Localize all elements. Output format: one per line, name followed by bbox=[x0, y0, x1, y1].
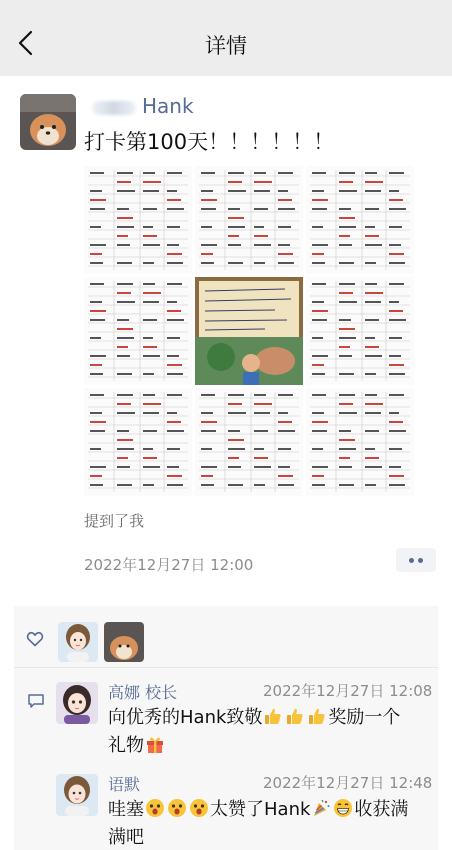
page-title: 详情 bbox=[205, 34, 247, 58]
interaction-panel bbox=[14, 606, 438, 850]
thumbs-up-icon bbox=[263, 706, 283, 726]
comment-text-part: 满吧 bbox=[108, 827, 144, 848]
post-image[interactable] bbox=[195, 166, 303, 274]
commenter-name[interactable]: 高娜 校长 bbox=[108, 683, 178, 702]
comment-text-part: 哇塞 bbox=[108, 799, 144, 820]
liker-avatar[interactable] bbox=[58, 622, 98, 662]
heart-icon bbox=[26, 630, 44, 648]
more-actions-button[interactable] bbox=[396, 548, 436, 572]
comment-text-part: 太赞了Hank bbox=[210, 799, 311, 820]
dot-icon bbox=[409, 558, 414, 563]
commenter-avatar[interactable] bbox=[56, 682, 98, 724]
post-image[interactable] bbox=[306, 388, 414, 496]
redacted-name-blur bbox=[92, 101, 136, 115]
image-grid bbox=[84, 166, 414, 494]
author-name[interactable] bbox=[92, 94, 194, 118]
astonished-face-icon bbox=[189, 798, 209, 818]
comment-text-part: 向优秀的Hank致敬 bbox=[108, 707, 263, 728]
comment-text bbox=[108, 796, 424, 850]
astonished-face-icon bbox=[167, 798, 187, 818]
thumbs-up-icon bbox=[307, 706, 327, 726]
mention-label[interactable]: 提到了我 bbox=[84, 512, 145, 530]
post-image[interactable] bbox=[84, 388, 192, 496]
liker-avatar[interactable] bbox=[104, 622, 144, 662]
grinning-face-icon bbox=[333, 798, 353, 818]
comment-text-part: 礼物 bbox=[108, 735, 144, 756]
commenter-avatar[interactable] bbox=[56, 774, 98, 816]
author-name-text: Hank bbox=[142, 94, 194, 118]
post-image[interactable] bbox=[195, 388, 303, 496]
thumbs-up-icon bbox=[285, 706, 305, 726]
post-image[interactable] bbox=[84, 166, 192, 274]
gift-icon bbox=[145, 734, 165, 754]
navigation-bar bbox=[0, 0, 452, 76]
likes-row bbox=[14, 606, 438, 668]
astonished-face-icon bbox=[145, 798, 165, 818]
comment-text bbox=[108, 704, 418, 760]
post-text: 打卡第100天！！！！！！ bbox=[84, 130, 335, 154]
commenter-name[interactable]: 语默 bbox=[108, 775, 141, 794]
comment-icon bbox=[27, 692, 45, 710]
post-image[interactable] bbox=[306, 277, 414, 385]
party-popper-icon bbox=[311, 798, 331, 818]
dot-icon bbox=[418, 558, 423, 563]
comment-timestamp: 2022年12月27日 12:48 bbox=[263, 774, 433, 792]
post-image-textbook[interactable] bbox=[195, 277, 303, 385]
comment-timestamp: 2022年12月27日 12:08 bbox=[263, 682, 433, 700]
comment-text-part: 收获满 bbox=[354, 799, 409, 820]
post-image[interactable] bbox=[306, 166, 414, 274]
post-timestamp: 2022年12月27日 12:00 bbox=[84, 556, 254, 574]
post-image[interactable] bbox=[84, 277, 192, 385]
comment-text-part: 奖励一个 bbox=[328, 707, 401, 728]
author-avatar[interactable] bbox=[20, 94, 76, 150]
